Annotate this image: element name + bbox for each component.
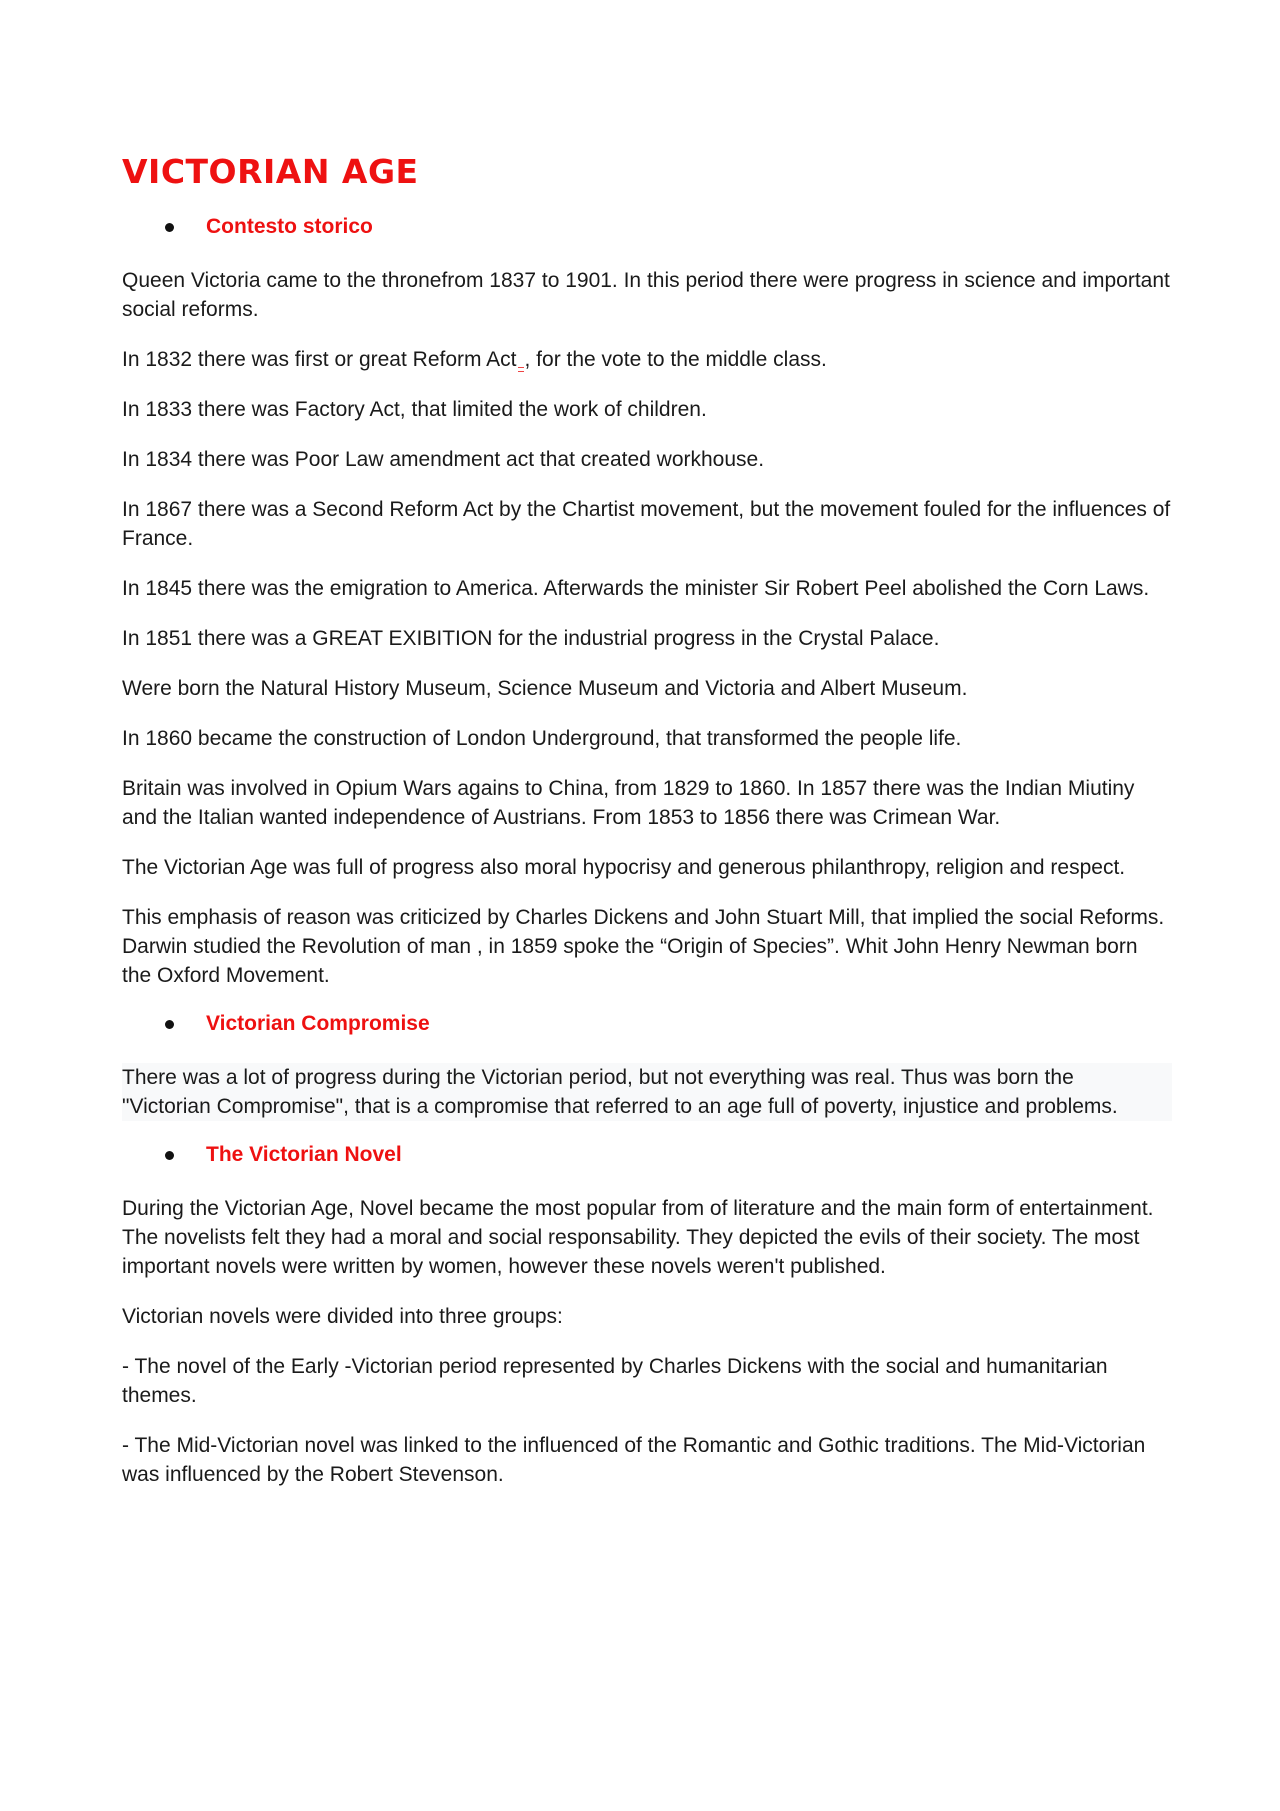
paragraph: In 1845 there was the emigration to America. Afterwards the minister Sir Robert Peel abolished the Corn Laws. [122,577,1150,600]
bullet-icon [165,1020,174,1029]
paragraph-reform-act [122,345,1172,374]
paragraph: In 1833 there was Factory Act, that limited the work of children. [122,398,707,421]
section-heading-label: Contesto storico [206,215,373,238]
section-heading-novel [122,1142,1172,1168]
paragraph: During the Victorian Age, Novel became the most popular from of literature and the main form of entertainment. The novelists felt they had a moral and social responsability. They depicted the evils of their society. The most important novels were written by women, however these novels weren't published. [122,1197,1154,1278]
paragraph: This emphasis of reason was criticized by Charles Dickens and John Stuart Mill, that implied the social Reforms. Darwin studied the Revolution of man , in 1859 spoke the “Origin of Species”. Whit John Henry Newman born the Oxford Movement. [122,906,1165,987]
paragraph-text: In 1832 there was first or great Reform Act [122,348,517,371]
section-heading-label: The Victorian Novel [206,1143,402,1166]
paragraph-text: , for the vote to the middle class. [524,348,827,371]
bullet-icon [165,1151,174,1160]
paragraph: The Victorian Age was full of progress also moral hypocrisy and generous philanthropy, religion and respect. [122,856,1126,879]
paragraph: - The Mid-Victorian novel was linked to the influenced of the Romantic and Gothic traditions. The Mid-Victorian was influenced by the Robert Stevenson. [122,1434,1146,1486]
paragraph: In 1834 there was Poor Law amendment act that created workhouse. [122,448,765,471]
formatting-mark-icon [518,367,524,372]
section-heading-historical [122,214,1172,240]
paragraph-shaded: There was a lot of progress during the Victorian period, but not everything was real. Thus was born the "Victorian Compromise", that is a compromise that referred to an age full of poverty, injustice and problems. [122,1063,1172,1121]
document-title: VICTORIAN AGE [122,152,419,191]
paragraph: Britain was involved in Opium Wars agains to China, from 1829 to 1860. In 1857 there was the Indian Miutiny and the Italian wanted independence of Austrians. From 1853 to 1856 there was Crimean War. [122,777,1135,829]
paragraph: Victorian novels were divided into three groups: [122,1305,563,1328]
paragraph: In 1860 became the construction of London Underground, that transformed the people life. [122,727,962,750]
bullet-icon [165,223,174,232]
paragraph: Were born the Natural History Museum, Science Museum and Victoria and Albert Museum. [122,677,968,700]
paragraph: Queen Victoria came to the thronefrom 1837 to 1901. In this period there were progress in science and important social reforms. [122,269,1170,321]
document-content [122,150,1172,1510]
section-heading-compromise [122,1011,1172,1037]
paragraph: In 1851 there was a GREAT EXIBITION for the industrial progress in the Crystal Palace. [122,627,940,650]
section-heading-label: Victorian Compromise [206,1012,430,1035]
paragraph: In 1867 there was a Second Reform Act by the Chartist movement, but the movement fouled for the influences of France. [122,498,1171,550]
paragraph: - The novel of the Early -Victorian period represented by Charles Dickens with the social and humanitarian themes. [122,1355,1108,1407]
